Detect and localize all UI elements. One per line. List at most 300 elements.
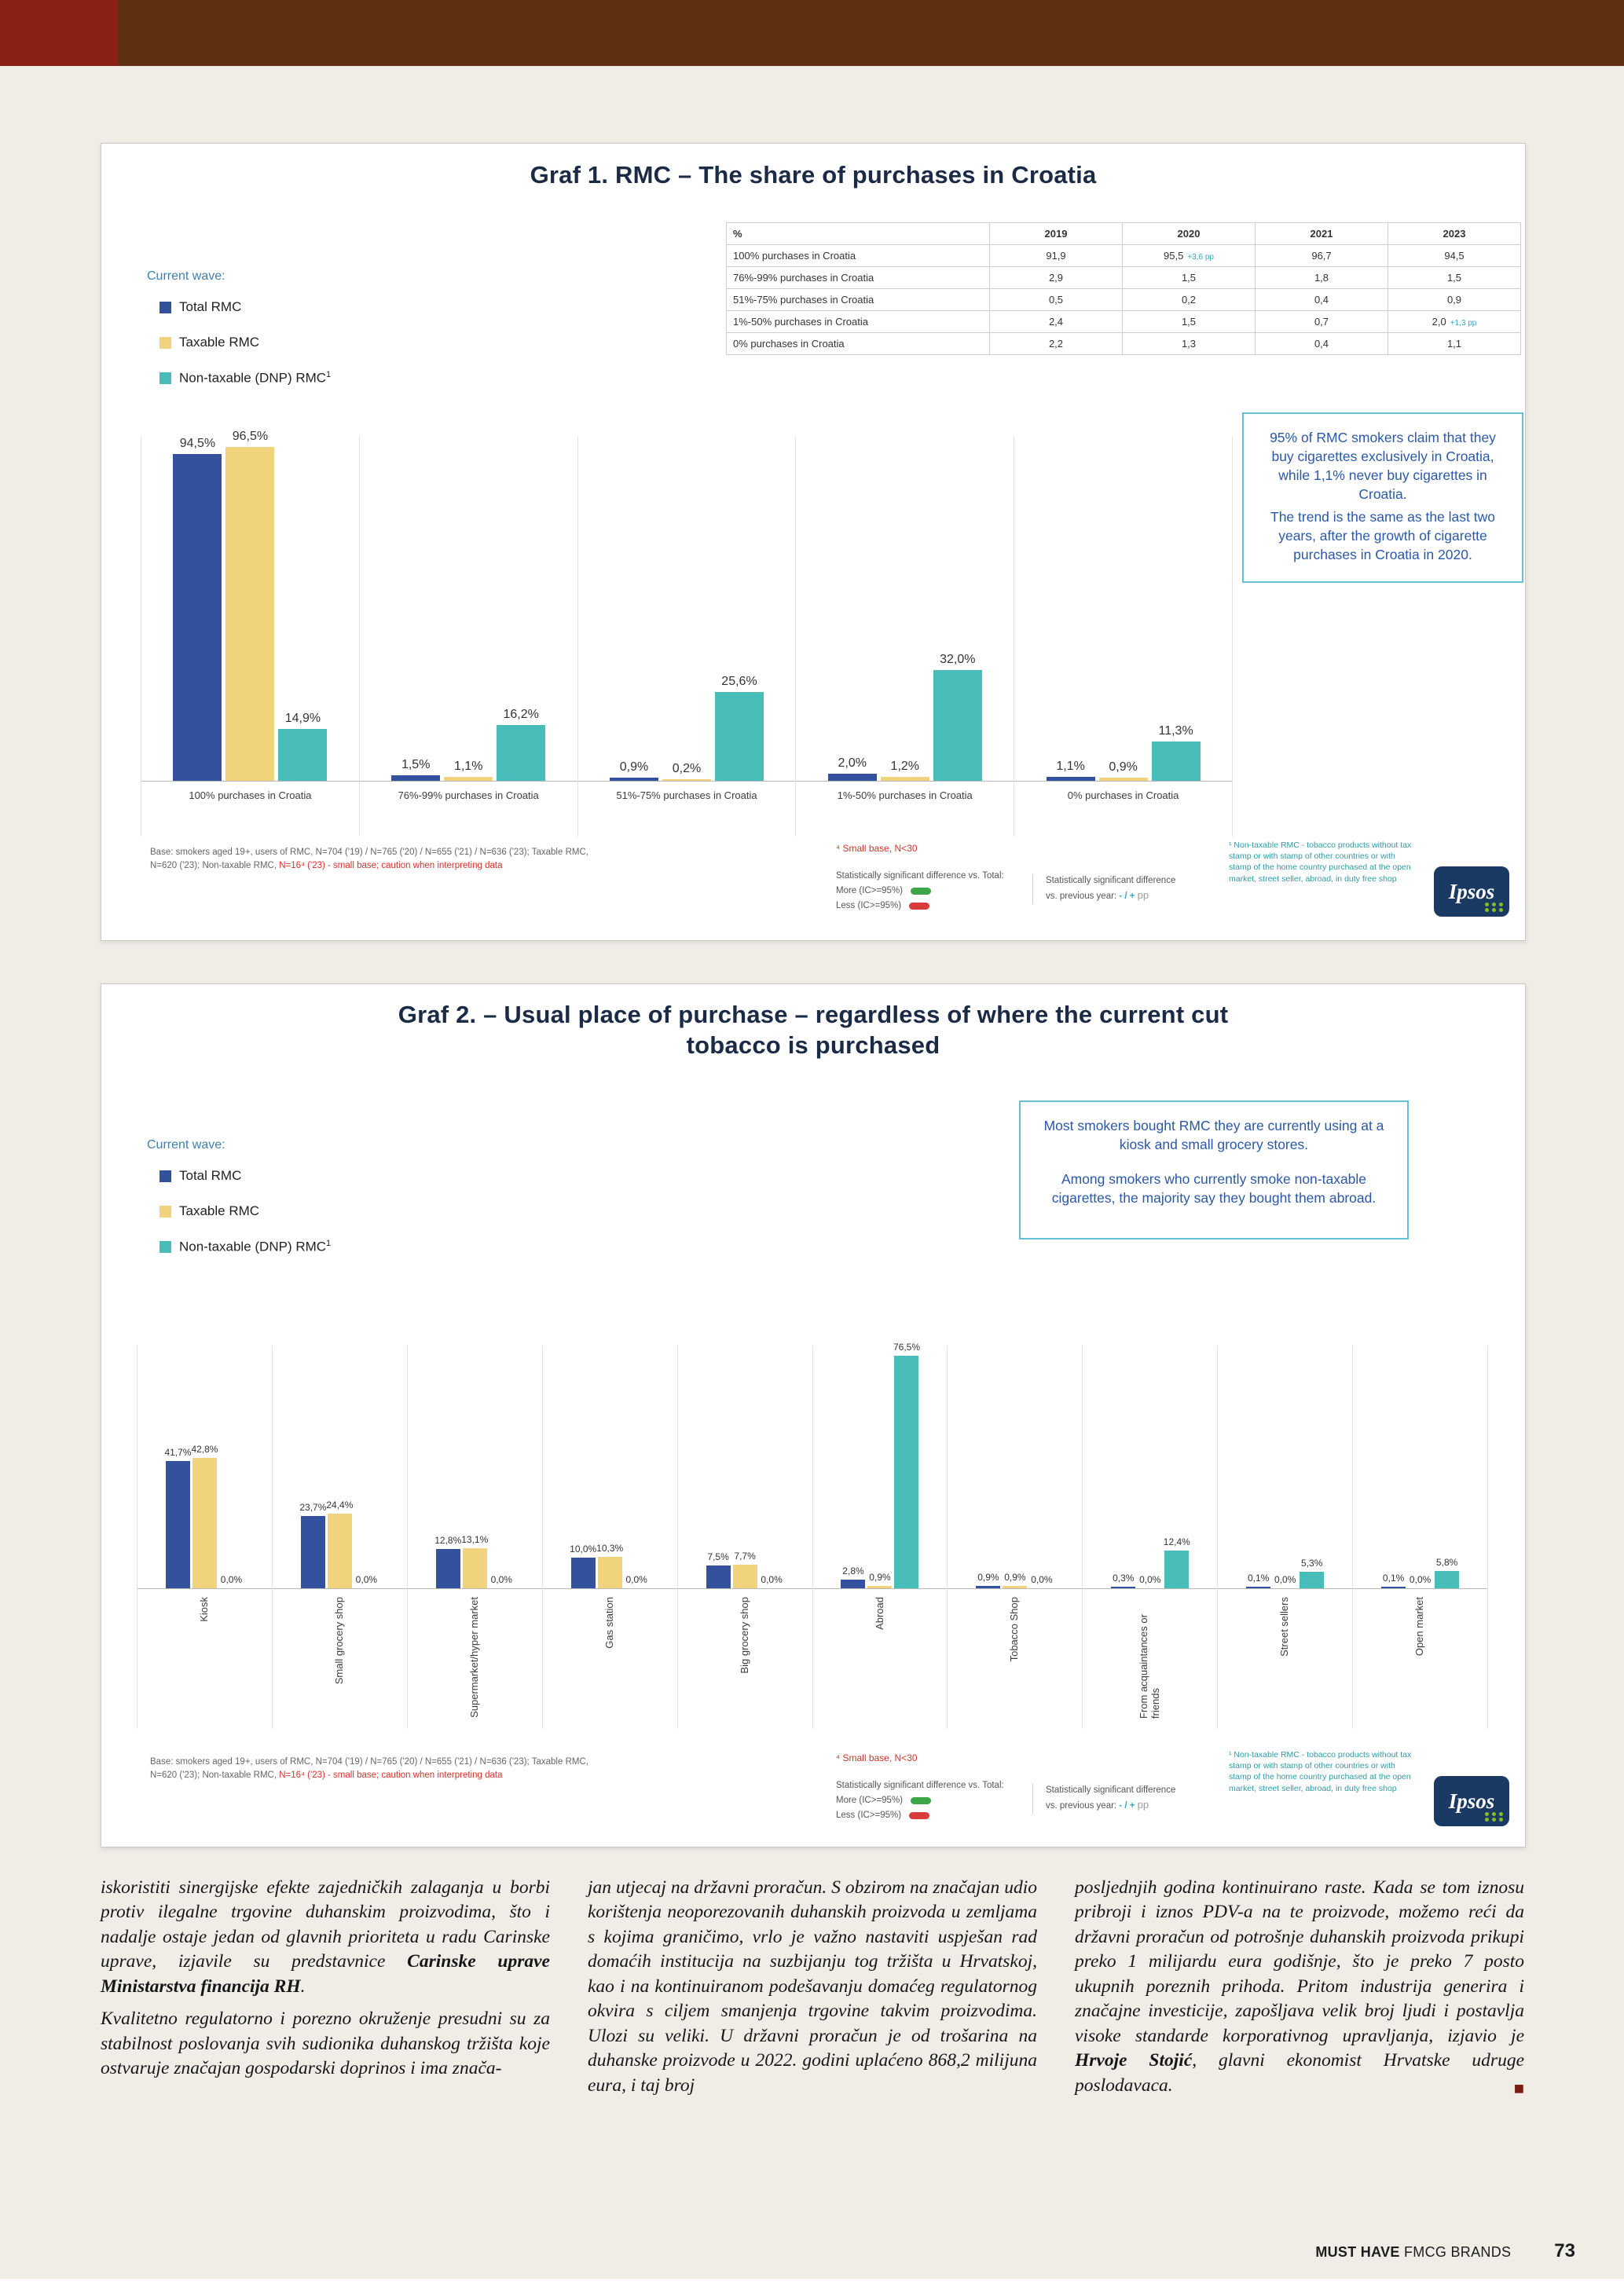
bar-total-rmc — [301, 1516, 325, 1588]
table-cell: 0,4 — [1256, 333, 1388, 355]
bar-value-label: 23,7% — [299, 1502, 327, 1513]
bar-value-label: 0,2% — [672, 762, 702, 775]
legend-superscript: 1 — [326, 370, 332, 379]
significance-prev-year-legend — [1032, 1784, 1219, 1814]
bar-column — [489, 1346, 514, 1588]
significance-total-legend — [836, 870, 1004, 912]
bar-value-label: 11,3% — [1158, 724, 1193, 738]
bar-value-label: 25,6% — [721, 675, 757, 688]
legend-swatch-icon — [159, 302, 171, 313]
bar-value-label: 0,0% — [220, 1574, 243, 1585]
category-label: 0% purchases in Croatia — [1067, 789, 1179, 801]
more-significance-icon — [911, 888, 931, 895]
bar-column — [436, 1346, 460, 1588]
table-header: 2021 — [1256, 223, 1388, 245]
bottom-strip — [0, 2279, 1624, 2296]
chart-group-big-grocery-shop — [678, 1346, 813, 1729]
small-base-note: ⁴ Small base, N<30 — [836, 843, 918, 854]
category-label-cell — [137, 1589, 272, 1729]
bar-value-label: 42,8% — [191, 1444, 218, 1455]
bar-value-label: 13,1% — [461, 1534, 489, 1545]
bar-value-label: 0,0% — [1031, 1574, 1053, 1585]
base-note-text: Base: smokers aged 19+, users of RMC, N=704 ('19) / N=765 ('20) / N=655 ('21) / N=636 ('23); Taxable RMC, N=620 ('23); Non-taxable RMC, — [150, 1757, 588, 1780]
bar-non-taxable-dnp-rmc — [894, 1356, 918, 1588]
chart-plot — [1083, 1346, 1217, 1589]
bar-column — [760, 1346, 784, 1588]
legend-swatch-icon — [159, 372, 171, 384]
less-significance-icon — [909, 1812, 929, 1819]
article-text-segment: posljednjih godina kontinuirano raste. Kada se tom iznosu pribroji i iznos PDV-a na te proizvode, možemo reći da državni proračun od potrošnje duhanskih proizvoda prikupi preko 1 milijardu eura godišnje, što je preko 7 posto ukupnih poreznih prihoda. Pritom industrija generira i značajne investicije, zapošljava velik broj ljudi i postavlja visoke standarde korporativnog upravljanja, izjavio je — [1075, 1877, 1524, 2046]
category-label-cell — [543, 1589, 677, 1729]
bar-column — [1047, 436, 1095, 781]
bar-column — [610, 436, 658, 781]
bar-total-rmc — [1381, 1587, 1406, 1588]
page-footer — [1315, 2240, 1575, 2262]
category-label-cell — [141, 782, 359, 837]
bar-value-label: 96,5% — [232, 430, 269, 443]
significance-less-label: Less (IC>=95%) — [836, 1811, 902, 1821]
significance-more-label: More (IC>=95%) — [836, 1796, 904, 1806]
bar-value-label: 0,9% — [977, 1572, 999, 1583]
bar-taxable-rmc — [444, 777, 493, 781]
bar-value-label: 7,7% — [734, 1551, 756, 1562]
bar-non-taxable-dnp-rmc — [278, 729, 327, 781]
bar-value-label: 94,5% — [179, 437, 216, 450]
bar-column — [444, 436, 493, 781]
ipsos-logo — [1434, 866, 1509, 917]
bar-column — [173, 436, 222, 781]
bar-value-label: 0,0% — [1139, 1574, 1161, 1585]
bar-column — [933, 436, 982, 781]
category-label: Small grocery shop — [332, 1597, 345, 1685]
graf2-callout — [1019, 1100, 1409, 1240]
footer-brand-rest: FMCG BRANDS — [1399, 2244, 1512, 2260]
bar-total-rmc — [1246, 1587, 1270, 1588]
bar-value-label: 0,0% — [1409, 1574, 1432, 1585]
chart-group-supermarket-hyper-market — [408, 1346, 543, 1729]
table-header: % — [727, 223, 990, 245]
chart-group-street-sellers — [1218, 1346, 1353, 1729]
category-label-cell — [1083, 1589, 1217, 1729]
significance-prev-line1: Statistically significant difference — [1046, 876, 1176, 885]
category-label-cell — [948, 1589, 1082, 1729]
table-row — [727, 333, 1521, 355]
top-bar-accent-square — [0, 0, 118, 66]
bar-total-rmc — [436, 1549, 460, 1588]
chart-group-0-purchases-in-croatia — [1014, 436, 1233, 837]
table-header: 2019 — [990, 223, 1123, 245]
bar-column — [598, 1346, 622, 1588]
category-label: Kiosk — [197, 1597, 210, 1622]
category-label: Abroad — [873, 1597, 885, 1630]
bar-column — [976, 1346, 1000, 1588]
base-note — [150, 1756, 590, 1782]
legend-superscript: 1 — [326, 1239, 332, 1248]
chart-legend — [159, 1168, 331, 1255]
bar-column — [715, 436, 764, 781]
bar-value-label: 0,9% — [1109, 760, 1138, 774]
article-end-mark: ■ — [1513, 2078, 1524, 2098]
category-label: 76%-99% purchases in Croatia — [398, 789, 539, 801]
chart-group-100-purchases-in-croatia — [141, 430, 360, 837]
chart-plot — [948, 1346, 1082, 1589]
bar-column — [867, 1346, 892, 1588]
article-text-segment: , glavni ekonomist Hrvatske udruge poslodavaca. — [1075, 2050, 1524, 2096]
bar-taxable-rmc — [881, 777, 929, 781]
significance-prev-symbols: - / + — [1119, 892, 1135, 902]
category-label-cell — [360, 782, 577, 837]
bar-value-label: 5,3% — [1301, 1558, 1323, 1569]
category-label-cell — [1353, 1589, 1487, 1729]
chart-group-small-grocery-shop — [273, 1346, 408, 1729]
chart-group-abroad — [813, 1342, 948, 1729]
bar-taxable-rmc — [225, 447, 274, 781]
article-column-1 — [101, 1876, 550, 2106]
significance-prev-line1: Statistically significant difference — [1046, 1785, 1176, 1795]
significance-prev-pp: pp — [1137, 1799, 1149, 1811]
legend-swatch-icon — [159, 337, 171, 349]
bar-column — [893, 1342, 920, 1588]
bar-column — [733, 1346, 757, 1588]
graf2-title-text: Graf 2. – Usual place of purchase – regardless of where the current cut tobacco is purchased — [398, 1001, 1229, 1059]
category-label-cell — [1014, 782, 1232, 837]
chart-group-open-market — [1353, 1346, 1488, 1729]
bar-column — [225, 430, 274, 781]
significance-prev-pp: pp — [1137, 889, 1149, 902]
table-cell: 2,2 — [990, 333, 1123, 355]
bar-column — [1099, 436, 1148, 781]
bar-total-rmc — [706, 1565, 731, 1588]
article-column-2 — [588, 1876, 1037, 2106]
chart-group-76-99-purchases-in-croatia — [360, 436, 578, 837]
article-text-segment: . — [300, 1976, 306, 1997]
bar-column — [1003, 1346, 1027, 1588]
bar-non-taxable-dnp-rmc — [1152, 742, 1201, 781]
base-note-warning: N=16⁴ ('23) - small base; caution when interpreting data — [279, 860, 503, 870]
bar-value-label: 14,9% — [284, 712, 321, 725]
table-row-label: 1%-50% purchases in Croatia — [727, 311, 990, 333]
bar-column — [571, 1346, 596, 1588]
chart-plot — [273, 1346, 407, 1589]
legend-item-label: Taxable RMC — [179, 1203, 260, 1218]
table-cell: 1,1 — [1388, 333, 1521, 355]
table-cell: 0,5 — [990, 289, 1123, 311]
bar-column — [706, 1346, 731, 1588]
current-wave-label: Current wave: — [147, 1138, 225, 1152]
article-paragraph — [101, 1876, 550, 1999]
category-label: Tobacco Shop — [1008, 1597, 1021, 1662]
significance-prev-symbols: - / + — [1119, 1801, 1135, 1811]
legend-item-label: Total RMC — [179, 1168, 242, 1183]
graf1-callout — [1242, 412, 1523, 583]
table-row-label: 100% purchases in Croatia — [727, 245, 990, 267]
current-wave-label: Current wave: — [147, 269, 225, 283]
article-text-segment: iskoristiti sinergijske efekte zajedničkih zalaganja u borbi protiv ilegalne trgovine duhanskim proizvodima, što i nadalje ostaje jedan od glavnih prioriteta u radu Carinske uprave, izjavile su predstavnice — [101, 1877, 550, 1972]
bar-value-label: 10,3% — [596, 1543, 624, 1554]
graf1-data-table — [726, 222, 1521, 355]
bar-value-label: 0,9% — [1004, 1572, 1026, 1583]
chart-legend — [159, 299, 331, 386]
table-row-label: 76%-99% purchases in Croatia — [727, 267, 990, 289]
table-cell: 1,5 — [1123, 267, 1256, 289]
category-label: Big grocery shop — [738, 1597, 750, 1674]
bar-value-label: 0,0% — [490, 1574, 512, 1585]
table-cell: 96,7 — [1256, 245, 1388, 267]
bar-taxable-rmc — [598, 1557, 622, 1588]
bar-column — [1138, 1346, 1162, 1588]
bar-value-label: 5,8% — [1435, 1557, 1458, 1568]
table-cell: 91,9 — [990, 245, 1123, 267]
callout-paragraph: Among smokers who currently smoke non-taxable cigarettes, the majority say they bought them abroad. — [1051, 1171, 1377, 1207]
table-row — [727, 245, 1521, 267]
bar-column — [625, 1346, 649, 1588]
bar-column — [301, 1346, 325, 1588]
chart-plot — [137, 1346, 272, 1589]
bar-value-label: 24,4% — [326, 1500, 354, 1511]
legend-item-label: Total RMC — [179, 299, 242, 314]
legend-item-total-rmc — [159, 1168, 331, 1184]
bar-column — [219, 1346, 244, 1588]
article-column-3 — [1075, 1876, 1524, 2106]
category-label: From acquaintances or friends — [1137, 1614, 1161, 1719]
bar-value-label: 32,0% — [940, 653, 976, 666]
bar-total-rmc — [173, 454, 222, 781]
bar-total-rmc — [1111, 1587, 1135, 1588]
category-label: Supermarket/hyper market — [467, 1597, 480, 1718]
bar-value-label: 2,8% — [842, 1565, 864, 1576]
bar-column — [1152, 436, 1201, 781]
article-paragraph — [1075, 1876, 1524, 2098]
bar-total-rmc — [828, 774, 877, 781]
bar-taxable-rmc — [662, 779, 711, 781]
bar-value-label: 0,1% — [1382, 1573, 1405, 1584]
category-label: Street sellers — [1278, 1597, 1291, 1657]
significance-prev-line2: vs. previous year: — [1046, 1801, 1117, 1811]
bar-column — [1111, 1346, 1135, 1588]
bar-taxable-rmc — [733, 1565, 757, 1588]
table-row — [727, 289, 1521, 311]
bar-taxable-rmc — [867, 1586, 892, 1588]
bar-value-label: 2,0% — [838, 756, 867, 770]
bar-non-taxable-dnp-rmc — [1435, 1571, 1459, 1588]
bar-total-rmc — [571, 1558, 596, 1588]
bar-total-rmc — [610, 778, 658, 781]
table-row-label: 51%-75% purchases in Croatia — [727, 289, 990, 311]
category-label-cell — [678, 1589, 812, 1729]
category-label: Open market — [1413, 1597, 1426, 1657]
bar-taxable-rmc — [192, 1458, 217, 1588]
legend-swatch-icon — [159, 1241, 171, 1253]
table-cell: 0,7 — [1256, 311, 1388, 333]
more-significance-icon — [911, 1797, 931, 1804]
article-text-segment: Hrvoje Stojić — [1075, 2050, 1193, 2071]
chart-plot — [1353, 1346, 1487, 1589]
category-label: 1%-50% purchases in Croatia — [837, 789, 973, 801]
graf1-notes — [101, 833, 1525, 937]
bar-column — [391, 436, 440, 781]
bar-column — [1381, 1346, 1406, 1588]
significance-total-title: Statistically significant difference vs. Total: — [836, 1781, 1004, 1790]
graf2-panel — [101, 983, 1526, 1847]
bar-taxable-rmc — [328, 1514, 352, 1588]
chart-group-51-75-purchases-in-croatia — [578, 436, 797, 837]
bar-taxable-rmc — [463, 1548, 487, 1588]
article-text-segment: jan utjecaj na državni proračun. S obzirom na značajan udio korištenja neoporezovanih duhanskih proizvoda u zemljama s kojima graničimo, vrlo je važno nastaviti uspješan rad domaćih institucija na suzbijanju tog tržišta u Hrvatskoj, kao i na kontinuiranom podešavanju domaćeg regulatornog okvira s ciljem smanjenja trgovine takvim proizvodima. Ulozi su veliki. U državni proračun je od trošarina na duhanske proizvode u 2022. godini uplaćeno 868,2 milijuna eura, i taj broj — [588, 1877, 1037, 2096]
bar-value-label: 0,0% — [761, 1574, 783, 1585]
graf2-notes — [101, 1743, 1525, 1847]
ipsos-logo — [1434, 1776, 1509, 1826]
table-cell: 0,2 — [1123, 289, 1256, 311]
chart-plot — [408, 1346, 542, 1589]
chart-plot — [813, 1342, 948, 1589]
bar-total-rmc — [841, 1580, 865, 1588]
chart-plot — [796, 436, 1014, 782]
bar-value-label: 0,3% — [1113, 1573, 1135, 1584]
bar-column — [463, 1346, 487, 1588]
bar-value-label: 76,5% — [893, 1342, 920, 1353]
bar-non-taxable-dnp-rmc — [715, 692, 764, 781]
table-cell: 1,3 — [1123, 333, 1256, 355]
bar-value-label: 1,2% — [890, 760, 920, 773]
base-note-warning: N=16⁴ ('23) - small base; caution when interpreting data — [279, 1770, 503, 1780]
category-label: 100% purchases in Croatia — [189, 789, 312, 801]
bar-column — [881, 436, 929, 781]
bar-value-label: 0,9% — [869, 1572, 891, 1583]
chart-group-from-acquaintances-or-friends — [1083, 1346, 1218, 1729]
legend-item-non-taxable-dnp-rmc — [159, 370, 331, 386]
category-label: 51%-75% purchases in Croatia — [616, 789, 757, 801]
bar-value-label: 1,1% — [453, 760, 483, 773]
chart-plot — [1218, 1346, 1352, 1589]
bar-column — [166, 1346, 190, 1588]
ipsos-dots-icon — [1485, 903, 1505, 912]
nontaxable-footnote: ¹ Non-taxable RMC - tobacco products without tax stamp or with stamp of other countries or with stamp of the home country purchased at the open market, street seller, abroad, in duty free shop — [1229, 840, 1412, 884]
bar-taxable-rmc — [1099, 778, 1148, 781]
delta-annotation: +3,6 pp — [1187, 253, 1214, 262]
table-cell: 95,5 +3,6 pp — [1123, 245, 1256, 267]
legend-item-non-taxable-dnp-rmc — [159, 1239, 331, 1255]
bar-taxable-rmc — [1003, 1586, 1027, 1588]
less-significance-icon — [909, 903, 929, 910]
bar-non-taxable-dnp-rmc — [1164, 1551, 1189, 1588]
chart-group-kiosk — [137, 1346, 273, 1729]
bar-column — [354, 1346, 379, 1588]
table-cell: 1,5 — [1388, 267, 1521, 289]
small-base-note: ⁴ Small base, N<30 — [836, 1752, 918, 1763]
bar-total-rmc — [391, 775, 440, 781]
table-row-label: 0% purchases in Croatia — [727, 333, 990, 355]
significance-total-legend — [836, 1779, 1004, 1822]
chart-plot — [1014, 436, 1232, 782]
table-header: 2023 — [1388, 223, 1521, 245]
callout-paragraph: Most smokers bought RMC they are currently using at a kiosk and small grocery stores. — [1043, 1118, 1384, 1153]
bar-column — [278, 436, 327, 781]
bar-column — [841, 1346, 865, 1588]
legend-item-label: Non-taxable (DNP) RMC$^1$ — [179, 1239, 332, 1254]
bar-column — [1408, 1346, 1432, 1588]
ipsos-dots-icon — [1485, 1812, 1505, 1822]
bar-non-taxable-dnp-rmc — [1300, 1572, 1324, 1588]
graf1-bar-chart — [141, 430, 1233, 837]
legend-swatch-icon — [159, 1170, 171, 1182]
chart-group-1-50-purchases-in-croatia — [796, 436, 1014, 837]
nontaxable-footnote: ¹ Non-taxable RMC - tobacco products without tax stamp or with stamp of other countries or with stamp of the home country purchased at the open market, street seller, abroad, in duty free shop — [1229, 1750, 1412, 1793]
category-label-cell — [578, 782, 796, 837]
category-label-cell — [408, 1589, 542, 1729]
bar-column — [1435, 1346, 1459, 1588]
legend-item-label: Taxable RMC — [179, 335, 260, 350]
page-number: 73 — [1554, 2240, 1575, 2261]
top-bar — [0, 0, 1624, 66]
significance-prev-year-legend — [1032, 874, 1219, 904]
article-paragraph — [588, 1876, 1037, 2098]
bar-value-label: 10,0% — [570, 1543, 597, 1554]
table-row — [727, 267, 1521, 289]
graf2-title — [101, 1000, 1525, 1061]
significance-total-title: Statistically significant difference vs. Total: — [836, 871, 1004, 881]
category-label-cell — [813, 1589, 948, 1729]
bar-column — [662, 436, 711, 781]
bar-value-label: 12,8% — [434, 1535, 462, 1546]
chart-plot — [543, 1346, 677, 1589]
significance-prev-line2: vs. previous year: — [1046, 892, 1117, 902]
callout-paragraph: 95% of RMC smokers claim that they buy cigarettes exclusively in Croatia, while 1,1% never buy cigarettes in Croatia. — [1270, 430, 1496, 503]
table-cell: 1,8 — [1256, 267, 1388, 289]
graf2-bar-chart — [137, 1342, 1488, 1729]
chart-plot — [141, 430, 359, 782]
article-text-segment: Kvalitetno regulatorno i porezno okruženje presudni su za stabilnost poslovanja svih sudionika duhanskog tržišta koje ostvaruje značajan gospodarski doprinos i ima znača- — [101, 2009, 550, 2079]
chart-group-gas-station — [543, 1346, 678, 1729]
table-cell: 94,5 — [1388, 245, 1521, 267]
bar-column — [1029, 1346, 1054, 1588]
ipsos-logo-text: Ipsos — [1448, 879, 1495, 903]
legend-item-total-rmc — [159, 299, 331, 315]
chart-plot — [678, 1346, 812, 1589]
category-label-cell — [1218, 1589, 1352, 1729]
bar-total-rmc — [976, 1586, 1000, 1588]
bar-value-label: 0,0% — [355, 1574, 378, 1585]
bar-column — [192, 1346, 217, 1588]
chart-group-tobacco-shop — [948, 1346, 1083, 1729]
bar-value-label: 0,1% — [1248, 1573, 1270, 1584]
base-note-text: Base: smokers aged 19+, users of RMC, N=704 ('19) / N=765 ('20) / N=655 ('21) / N=636 ('23); Taxable RMC, N=620 ('23); Non-taxable RMC, — [150, 848, 588, 870]
table-cell: 2,0 +1,3 pp — [1388, 311, 1521, 333]
footer-brand-bold: MUST HAVE — [1315, 2244, 1400, 2260]
table-cell: 0,4 — [1256, 289, 1388, 311]
bar-column — [1300, 1346, 1324, 1588]
chart-plot — [578, 436, 796, 782]
bar-column — [1246, 1346, 1270, 1588]
category-label-cell — [796, 782, 1014, 837]
significance-more-label: More (IC>=95%) — [836, 886, 904, 896]
article-paragraph — [101, 2007, 550, 2081]
bar-total-rmc — [1047, 777, 1095, 781]
article-text — [101, 1876, 1524, 2106]
bar-value-label: 0,0% — [625, 1574, 647, 1585]
chart-plot — [360, 436, 577, 782]
category-label: Gas station — [603, 1597, 615, 1649]
legend-swatch-icon — [159, 1206, 171, 1218]
bar-value-label: 7,5% — [707, 1551, 729, 1562]
table-cell: 1,5 — [1123, 311, 1256, 333]
footer-brand — [1315, 2244, 1511, 2261]
table-cell: 2,4 — [990, 311, 1123, 333]
table-cell: 2,9 — [990, 267, 1123, 289]
table-cell: 0,9 — [1388, 289, 1521, 311]
bar-total-rmc — [166, 1461, 190, 1588]
bar-value-label: 1,5% — [401, 758, 431, 771]
graf1-panel — [101, 143, 1526, 941]
